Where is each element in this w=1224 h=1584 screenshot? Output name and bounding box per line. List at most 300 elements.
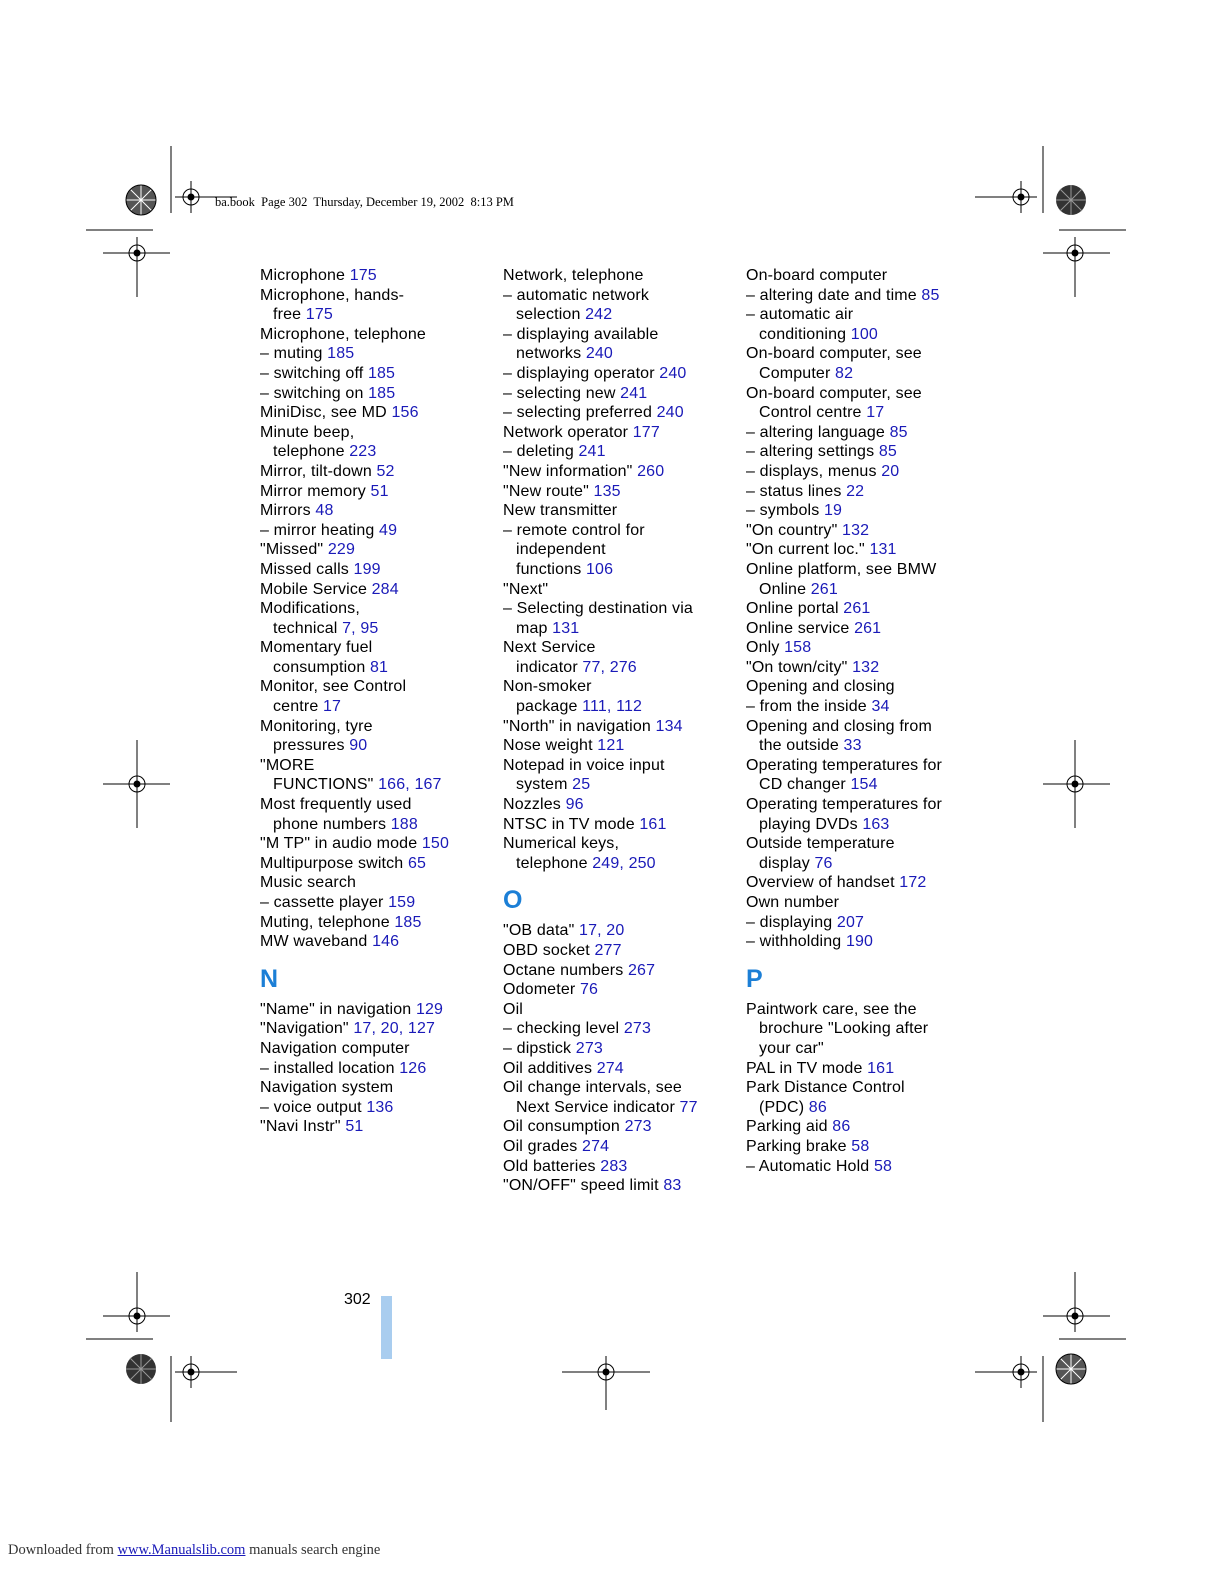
page-reference-link[interactable]: 240 [656,404,684,422]
download-footer [8,1542,380,1559]
page-reference-link[interactable]: 131 [869,541,897,559]
page-reference-link[interactable]: 136 [366,1098,394,1116]
entry-text: Navigation computer [260,1039,410,1057]
entry-text: – remote control for [503,521,645,539]
index-entry [503,815,739,835]
entry-text: Mirror memory [260,482,371,500]
page-reference-link[interactable]: 58 [851,1137,870,1155]
page-reference-link[interactable]: 132 [842,521,870,539]
entry-text: "On current loc." [746,541,870,559]
entry-text: – altering language [746,423,890,441]
index-entry [746,1078,982,1117]
entry-text: "ON/OFF" speed limit [503,1177,664,1195]
entry-text: networks [516,345,586,363]
index-entry [746,697,982,717]
index-entry [503,403,739,423]
entry-text: "MORE [260,756,315,774]
index-entry [503,1078,739,1117]
page-reference-link[interactable]: 163 [862,815,890,833]
entry-text: consumption [273,658,370,676]
page-reference-link[interactable]: 20 [881,462,900,480]
page-reference-link[interactable]: 240 [585,345,613,363]
index-entry [503,1039,739,1059]
page-reference-link[interactable]: 158 [784,639,812,657]
page-reference-link[interactable]: 172 [899,874,927,892]
index-entry [260,1117,496,1137]
index-entry [260,384,496,404]
page-reference-link[interactable]: 86 [808,1098,827,1116]
index-entry [503,1117,739,1137]
index-entry [746,893,982,913]
entry-text: telephone [273,443,350,461]
page-reference-link[interactable]: 132 [852,658,880,676]
page-reference-link[interactable]: 111, 112 [582,698,643,716]
entry-text: FUNCTIONS" [273,776,379,794]
index-entry [260,599,496,638]
page-reference-link[interactable]: 134 [655,717,683,735]
index-entry [260,1039,496,1059]
entry-text: Odometer [503,981,580,999]
index-entry [260,266,496,286]
entry-text: telephone [516,854,593,872]
page-reference-link[interactable]: 223 [349,443,377,461]
entry-text: Own number [746,894,840,911]
page-reference-link[interactable]: 190 [845,933,874,951]
index-entry [746,1117,982,1137]
page-reference-link[interactable]: 85 [889,423,908,441]
page-reference-link[interactable]: 34 [871,698,890,716]
entry-text: brochure "Looking after [759,1020,929,1038]
entry-text: playing DVDs [759,815,863,833]
page-reference-link[interactable]: 261 [843,600,871,618]
entry-text: indicator [516,658,583,676]
entry-text: Oil change intervals, see [503,1079,682,1097]
page-reference-link[interactable]: 156 [391,404,419,422]
page-reference-link[interactable]: 229 [327,541,355,559]
page-reference-link[interactable]: 185 [368,384,396,402]
page-reference-link[interactable]: 77 [679,1098,698,1116]
page-reference-link[interactable]: 96 [565,796,584,814]
entry-text: Parking brake [746,1137,852,1155]
entry-text: – selecting preferred [503,404,657,422]
index-entry [503,834,739,873]
manualslib-link[interactable]: www.Manualslib.com [117,1542,246,1558]
index-entry [746,1157,982,1177]
index-entry [260,913,496,933]
page-reference-link[interactable]: 7, 95 [342,619,379,637]
entry-text: – symbols [746,502,824,520]
index-entry [260,638,496,677]
index-entry [260,677,496,716]
page-reference-link[interactable]: 199 [353,560,381,578]
page-reference-link[interactable]: 274 [596,1059,624,1077]
index-entry [746,677,982,697]
index-entry [260,1098,496,1118]
page-reference-link[interactable]: 267 [627,961,656,979]
index-entry [260,423,496,462]
entry-text: Parking aid [746,1118,833,1136]
page-reference-link[interactable]: 161 [639,815,667,833]
page-reference-link[interactable]: 166, 167 [378,776,442,794]
page-reference-link[interactable]: 249, 250 [592,854,656,872]
entry-text: "Navigation" [260,1020,354,1038]
index-entry [260,1019,496,1039]
index-entry [260,893,496,913]
entry-text: On-board computer [746,267,888,284]
index-entry [260,364,496,384]
page-reference-link[interactable]: 48 [315,502,334,520]
index-entry [746,932,982,952]
entry-text: "New information" [503,462,638,480]
page-reference-link[interactable]: 81 [369,658,389,676]
entry-text: Mirror, tilt-down [260,462,377,480]
index-entry [503,521,739,580]
entry-text: – displaying operator [503,364,660,382]
index-entry [260,580,496,600]
page-reference-link[interactable]: 261 [854,619,882,637]
index-entry [503,482,739,502]
index-entry [260,325,496,345]
page-reference-link[interactable]: 77, 276 [582,658,637,676]
entry-text: Online platform, see BMW [746,560,937,578]
entry-text: Notepad in voice input [503,756,665,774]
entry-text: (PDC) [759,1098,809,1116]
page-reference-link[interactable]: 185 [327,345,355,363]
entry-text: Monitor, see Control [260,678,407,696]
entry-text: "New route" [503,482,594,500]
index-column-3 [746,266,982,1176]
entry-text: "M TP" in audio mode [260,835,422,853]
index-entry [260,482,496,502]
page-reference-link[interactable]: 121 [597,737,625,755]
entry-text: Only [746,639,785,657]
index-entry [746,913,982,933]
page-reference-link[interactable]: 100 [850,325,878,343]
entry-text: MW waveband [260,933,373,951]
entry-text: Next Service [503,639,596,657]
entry-text: Outside temperature [746,835,895,853]
entry-text: – from the inside [746,698,872,716]
entry-text: Old batteries [503,1157,601,1175]
index-entry [503,325,739,364]
page-reference-link[interactable]: 17, 20 [579,922,625,940]
entry-text: Online portal [746,600,844,618]
page-reference-link[interactable]: 85 [921,286,940,304]
index-entry [503,717,739,737]
entry-text: Missed calls [260,560,354,578]
page-reference-link[interactable]: 188 [390,815,418,833]
page-reference-link[interactable]: 17 [866,404,885,422]
entry-text: – altering settings [746,443,879,461]
print-header: ba.book Page 302 Thursday, December 19, 2002 8:13 PM [215,195,514,209]
entry-text: "North" in navigation [503,717,656,735]
entry-text: "Navi Instr" [260,1118,346,1136]
entry-text: Microphone, hands- [260,286,405,304]
index-entry [503,266,739,286]
entry-text: Music search [260,874,357,892]
page-reference-link[interactable]: 58 [873,1157,893,1175]
index-entry [260,286,496,325]
index-entry [260,795,496,834]
index-entry [503,795,739,815]
entry-text: "On town/city" [746,658,853,676]
page-reference-link[interactable]: 185 [394,913,422,931]
entry-text: OBD socket [503,942,595,959]
entry-text: New transmitter [503,502,618,520]
entry-text: pressures [273,737,350,755]
entry-text: Next Service indicator [516,1098,680,1116]
entry-text: – withholding [746,933,846,951]
entry-text: Oil [503,1000,524,1018]
entry-text: Most frequently used [260,796,412,814]
page-reference-link[interactable]: 242 [585,306,613,324]
page-reference-link[interactable]: 126 [399,1059,427,1077]
index-entry [503,462,739,482]
page-reference-link[interactable]: 154 [850,776,878,794]
index-entry [503,961,739,981]
page-reference-link[interactable]: 273 [575,1039,603,1057]
entry-text: Opening and closing [746,678,895,696]
page-reference-link[interactable]: 51 [370,482,389,500]
page-reference-link[interactable]: 25 [572,776,591,794]
index-entry [746,873,982,893]
page-reference-link[interactable]: 273 [623,1020,651,1038]
page-tab-bar [381,1296,392,1359]
page-reference-link[interactable]: 90 [349,737,368,755]
page-reference-link[interactable]: 175 [349,267,377,284]
page-reference-link[interactable]: 146 [372,933,400,951]
page-reference-link[interactable]: 240 [659,364,687,382]
page-reference-link[interactable]: 241 [620,384,648,402]
entry-text: centre [273,698,323,716]
index-entry [260,501,496,521]
index-entry [260,403,496,423]
index-entry [503,1157,739,1177]
entry-text: Network operator [503,423,633,441]
index-entry [260,932,496,952]
page-reference-link[interactable]: 261 [810,580,838,598]
index-entry [260,1000,496,1020]
index-entry [746,462,982,482]
index-entry [746,560,982,599]
index-entry [260,756,496,795]
entry-text: – displaying [746,913,837,931]
page-reference-link[interactable]: 85 [878,443,897,461]
index-entry [503,580,739,600]
page-reference-link[interactable]: 177 [632,423,660,441]
page-reference-link[interactable]: 52 [376,462,395,480]
index-entry [746,423,982,443]
entry-text: – Automatic Hold [746,1157,874,1175]
index-entry [746,658,982,678]
entry-text: phone numbers [273,815,391,833]
page-reference-link[interactable]: 241 [578,443,606,461]
index-entry [260,1059,496,1079]
index-entry [503,1176,739,1196]
entry-text: Mirrors [260,502,316,520]
entry-text: Numerical keys, [503,835,620,853]
index-entry [503,638,739,677]
index-entry [746,442,982,462]
page-reference-link[interactable]: 260 [637,462,665,480]
section-heading-o: O [503,886,523,915]
index-entry [260,521,496,541]
entry-text: – cassette player [260,894,389,911]
entry-text: – displays, menus [746,462,882,480]
entry-text: Nose weight [503,737,598,755]
page-reference-link[interactable]: 17, 20, 127 [353,1020,436,1038]
page-reference-link[interactable]: 131 [552,619,580,637]
page-reference-link[interactable]: 129 [415,1000,444,1018]
index-entry [746,305,982,344]
page-reference-link[interactable]: 185 [367,364,396,382]
entry-text: Muting, telephone [260,913,395,931]
page-reference-link[interactable]: 106 [585,560,614,578]
index-entry [746,501,982,521]
entry-text: Monitoring, tyre [260,717,373,735]
page-reference-link[interactable]: 161 [867,1059,895,1077]
entry-text: Navigation system [260,1079,394,1097]
entry-text: – installed location [260,1059,400,1077]
entry-text: Oil grades [503,1137,583,1155]
index-entry [260,540,496,560]
section-heading-n: N [260,964,279,993]
index-entry [746,1137,982,1157]
entry-text: CD changer [759,776,851,794]
index-entry [503,756,739,795]
entry-text: NTSC in TV mode [503,815,640,833]
entry-text: conditioning [759,325,851,343]
index-column-1 [260,266,496,1137]
entry-text: your car" [759,1039,824,1057]
index-entry [746,795,982,834]
page-reference-link[interactable]: 273 [624,1118,652,1136]
entry-text: Paintwork care, see the [746,1000,917,1018]
page-reference-link[interactable]: 207 [836,913,865,931]
page-reference-link[interactable]: 150 [421,835,450,853]
entry-text: system [516,776,573,794]
entry-text: – selecting new [503,384,621,402]
index-entry [746,599,982,619]
index-entry [503,1000,739,1020]
entry-text: Microphone [260,267,350,284]
entry-text: – deleting [503,443,579,461]
page-reference-link[interactable]: 277 [594,942,622,959]
index-entry [260,462,496,482]
page-reference-link[interactable]: 49 [379,521,398,539]
index-entry [260,344,496,364]
page-reference-link[interactable]: 17 [322,698,342,716]
index-entry [746,619,982,639]
entry-text: Operating temperatures for [746,756,942,774]
index-entry [746,521,982,541]
index-entry [260,873,496,893]
entry-text: – dipstick [503,1039,576,1057]
entry-text: Oil consumption [503,1118,625,1136]
entry-text: Opening and closing from [746,717,932,735]
entry-text: Minute beep, [260,423,355,441]
entry-text: independent [516,541,606,559]
page-reference-link[interactable]: 83 [663,1177,682,1195]
index-entry [503,1019,739,1039]
page-reference-link[interactable]: 76 [579,981,599,999]
entry-text: Control centre [759,404,867,422]
index-entry [746,384,982,423]
entry-text: Non-smoker [503,678,592,696]
index-entry [746,482,982,502]
page-reference-link[interactable]: 274 [582,1137,610,1155]
entry-text: – displaying available [503,325,659,343]
entry-text: technical [273,619,343,637]
entry-text: Modifications, [260,600,360,618]
entry-text: map [516,619,553,637]
index-entry [746,756,982,795]
page-reference-link[interactable]: 159 [388,894,416,911]
page-reference-link[interactable]: 76 [814,854,833,872]
index-entry [503,1059,739,1079]
entry-text: Nozzles [503,796,566,814]
entry-text: – checking level [503,1020,624,1038]
page-reference-link[interactable]: 19 [823,502,843,520]
page-reference-link[interactable]: 33 [843,737,862,755]
entry-text: – status lines [746,482,847,500]
index-entry [503,599,739,638]
page-reference-link[interactable]: 86 [832,1118,851,1136]
page-reference-link[interactable]: 135 [593,482,621,500]
entry-text: "Name" in navigation [260,1000,416,1018]
index-entry [260,560,496,580]
entry-text: Oil additives [503,1059,597,1077]
page-reference-link[interactable]: 51 [345,1118,364,1136]
index-entry [503,501,739,521]
page-reference-link[interactable]: 65 [407,854,427,872]
index-entry [746,1059,982,1079]
index-entry [503,384,739,404]
index-entry [260,1078,496,1098]
footer-prefix: Downloaded from [8,1542,118,1558]
index-column-2 [503,266,739,1196]
entry-text: On-board computer, see [746,345,922,363]
page-reference-link[interactable]: 22 [846,482,865,500]
index-entry [503,677,739,716]
page-reference-link[interactable]: 175 [305,306,333,324]
entry-text: the outside [759,737,844,755]
entry-text: On-board computer, see [746,384,922,402]
index-entry [746,540,982,560]
page-reference-link[interactable]: 284 [371,580,399,598]
entry-text: Momentary fuel [260,639,373,657]
entry-text: – altering date and time [746,286,922,304]
entry-text: functions [516,560,586,578]
entry-text: – automatic air [746,306,854,324]
page-reference-link[interactable]: 283 [600,1157,628,1175]
entry-text: Octane numbers [503,961,628,979]
index-entry [260,834,496,854]
entry-text: – switching off [260,364,368,382]
entry-text: Mobile Service [260,580,372,598]
entry-text: – automatic network [503,286,650,304]
page-reference-link[interactable]: 82 [835,364,854,382]
entry-text: – mirror heating [260,521,380,539]
index-entry [746,834,982,873]
page-number: 302 [344,1291,371,1308]
index-entry [503,736,739,756]
index-entry [503,364,739,384]
entry-text: "OB data" [503,922,580,940]
entry-text: display [759,854,815,872]
entry-text: Park Distance Control [746,1079,905,1097]
index-entry [746,286,982,306]
